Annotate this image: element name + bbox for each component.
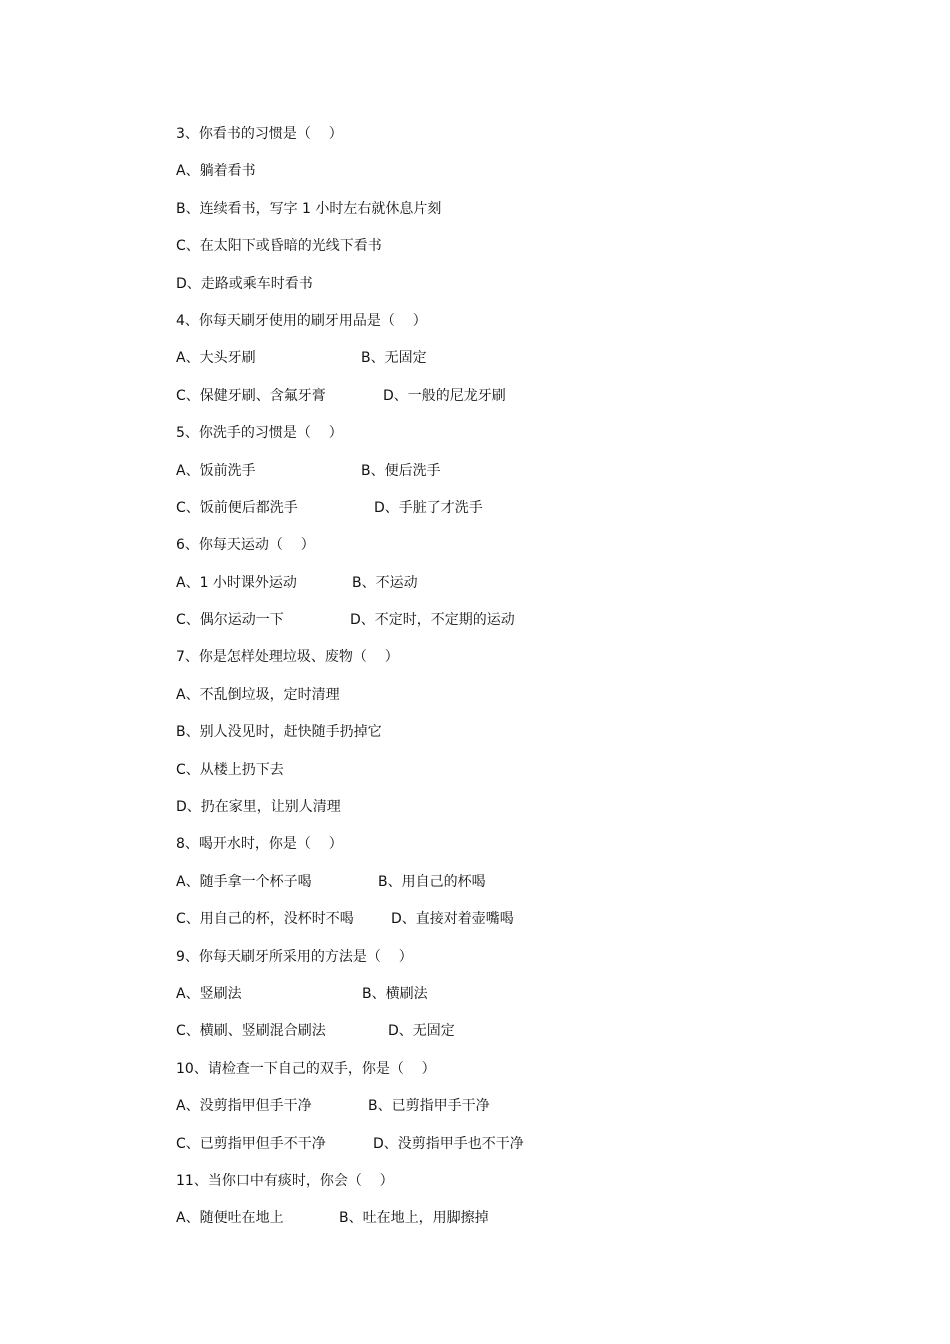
option-row bbox=[176, 348, 876, 385]
answer-option: D、不定时，不定期的运动 bbox=[350, 612, 515, 629]
question-text: 5、你洗手的习惯是（ ） bbox=[176, 425, 343, 442]
answer-option: B、横刷法 bbox=[362, 985, 428, 1002]
question-text: 9、你每天刷牙所采用的方法是（ ） bbox=[176, 948, 413, 965]
answer-option: B、无固定 bbox=[361, 350, 427, 367]
answer-option: D、直接对着壶嘴喝 bbox=[391, 911, 514, 928]
answer-option: B、不运动 bbox=[352, 574, 418, 591]
answer-option: C、已剪指甲但手不干净 bbox=[176, 1135, 326, 1152]
answer-option: C、饭前便后都洗手 bbox=[176, 499, 298, 516]
answer-option: A、大头牙刷 bbox=[176, 350, 256, 367]
option-row bbox=[176, 274, 876, 311]
answer-option: D、没剪指甲手也不干净 bbox=[373, 1135, 524, 1152]
option-row bbox=[176, 984, 876, 1021]
question-text: 7、你是怎样处理垃圾、废物（ ） bbox=[176, 649, 399, 666]
answer-option: B、别人没见时，赶快随手扔掉它 bbox=[176, 724, 382, 741]
answer-option: A、竖刷法 bbox=[176, 985, 242, 1002]
answer-option: C、在太阳下或昏暗的光线下看书 bbox=[176, 238, 382, 255]
option-row bbox=[176, 872, 876, 909]
option-row bbox=[176, 685, 876, 722]
answer-option: A、1 小时课外运动 bbox=[176, 574, 297, 591]
answer-option: D、扔在家里，让别人清理 bbox=[176, 799, 341, 816]
answer-option: B、用自己的杯喝 bbox=[378, 873, 486, 890]
option-row bbox=[176, 236, 876, 273]
question-text: 4、你每天刷牙使用的刷牙用品是（ ） bbox=[176, 312, 427, 329]
option-row bbox=[176, 461, 876, 498]
answer-option: D、一般的尼龙牙刷 bbox=[383, 387, 506, 404]
option-row bbox=[176, 760, 876, 797]
option-row bbox=[176, 573, 876, 610]
option-row bbox=[176, 386, 876, 423]
answer-option: A、随便吐在地上 bbox=[176, 1210, 284, 1227]
answer-option: B、连续看书，写字 1 小时左右就休息片刻 bbox=[176, 200, 442, 217]
answer-option: C、偶尔运动一下 bbox=[176, 612, 284, 629]
question-text: 8、喝开水时，你是（ ） bbox=[176, 836, 343, 853]
answer-option: D、走路或乘车时看书 bbox=[176, 275, 313, 292]
option-row bbox=[176, 161, 876, 198]
answer-option: A、不乱倒垃圾，定时清理 bbox=[176, 686, 340, 703]
option-row bbox=[176, 610, 876, 647]
answer-option: B、便后洗手 bbox=[361, 462, 441, 479]
answer-option: C、横刷、竖刷混合刷法 bbox=[176, 1023, 326, 1040]
option-row bbox=[176, 1096, 876, 1133]
answer-option: D、手脏了才洗手 bbox=[374, 499, 483, 516]
option-row bbox=[176, 199, 876, 236]
answer-option: D、无固定 bbox=[388, 1023, 455, 1040]
questionnaire bbox=[176, 124, 876, 1246]
answer-option: C、从楼上扔下去 bbox=[176, 761, 284, 778]
answer-option: A、饭前洗手 bbox=[176, 462, 256, 479]
answer-option: A、没剪指甲但手干净 bbox=[176, 1098, 312, 1115]
question-text: 11、当你口中有痰时，你会（ ） bbox=[176, 1172, 394, 1189]
answer-option: A、随手拿一个杯子喝 bbox=[176, 873, 312, 890]
option-row bbox=[176, 909, 876, 946]
option-row bbox=[176, 1021, 876, 1058]
option-row bbox=[176, 722, 876, 759]
question-text: 6、你每天运动（ ） bbox=[176, 537, 315, 554]
question-text: 3、你看书的习惯是（ ） bbox=[176, 126, 343, 142]
answer-option: C、保健牙刷、含氟牙膏 bbox=[176, 387, 326, 404]
option-row bbox=[176, 797, 876, 834]
answer-option: A、躺着看书 bbox=[176, 163, 256, 180]
answer-option: C、用自己的杯，没杯时不喝 bbox=[176, 911, 354, 928]
option-row bbox=[176, 1134, 876, 1171]
option-row bbox=[176, 1208, 876, 1245]
answer-option: B、已剪指甲手干净 bbox=[368, 1098, 490, 1115]
option-row bbox=[176, 498, 876, 535]
question-text: 10、请检查一下自己的双手，你是（ ） bbox=[176, 1060, 436, 1077]
answer-option: B、吐在地上，用脚擦掉 bbox=[339, 1210, 489, 1227]
